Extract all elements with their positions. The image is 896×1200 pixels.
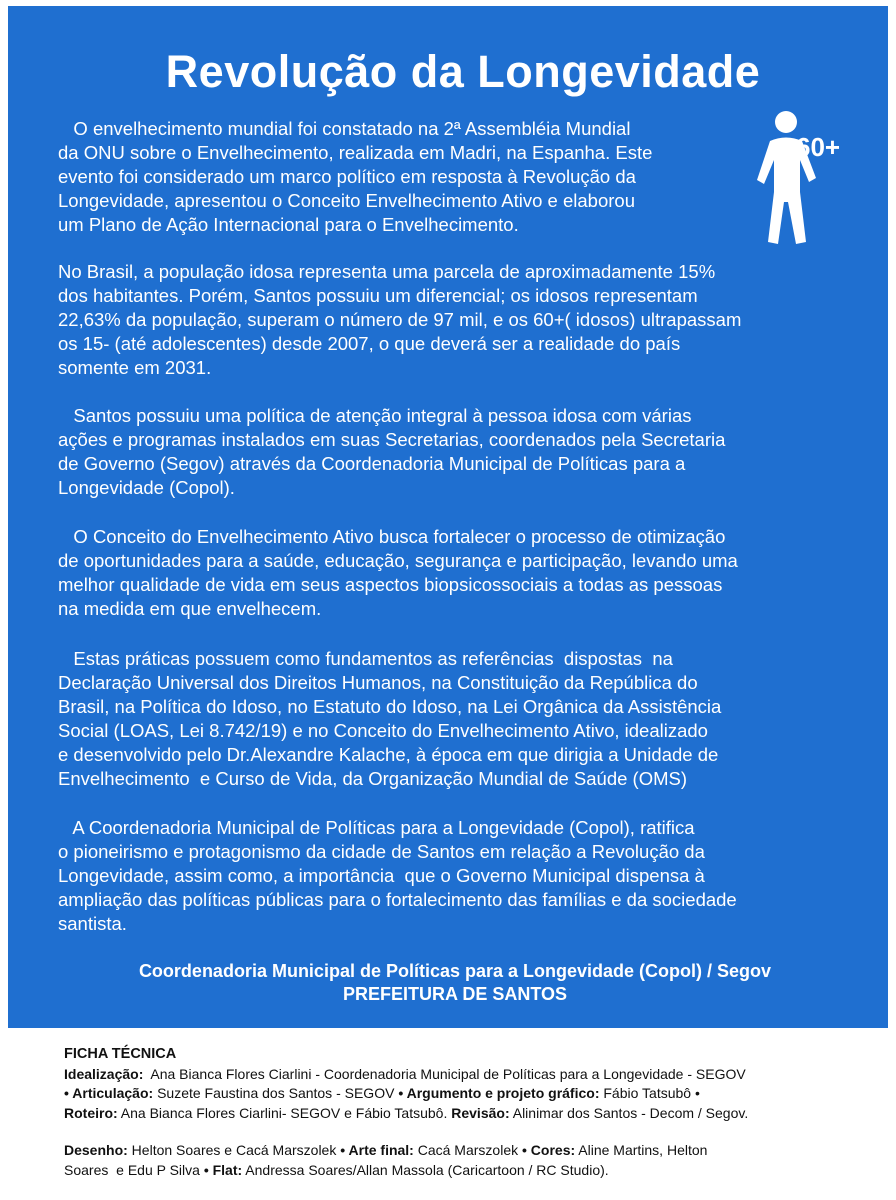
paragraph-line: de oportunidades para a saúde, educação, segurança e participação, levando uma [58,550,738,571]
ficha-label: Idealização: [64,1065,144,1082]
ficha-value: Cacá Marszolek [413,1142,522,1158]
paragraph-line: um Plano de Ação Internacional para o Envelhecimento. [58,214,519,235]
paragraph-line: A Coordenadoria Municipal de Políticas para a Longevidade (Copol), ratifica [58,817,695,838]
paragraph-line: melhor qualidade de vida em seus aspectos biopsicossociais a todas as pessoas [58,574,723,595]
ficha-row [64,1065,864,1085]
ficha-gap [64,1123,864,1141]
ficha-row [64,1084,864,1104]
paragraph-line: santista. [58,913,127,934]
ficha-label: • Flat: [203,1161,243,1178]
paragraph-line: evento foi considerado um marco político em resposta à Revolução da [58,166,636,187]
ficha-label: • Cores: [522,1142,576,1158]
paragraph-line: Longevidade (Copol). [58,477,235,498]
paragraph-line: somente em 2031. [58,357,212,378]
paragraph-2 [58,260,741,380]
paragraph-line: de Governo (Segov) através da Coordenadoria Municipal de Políticas para a [58,453,686,474]
paragraph-line: Santos possuiu uma política de atenção integral à pessoa idosa com várias [58,405,692,426]
ficha-value: Ana Bianca Flores Ciarlini - Coordenadoria Municipal de Políticas para a Longevidade - SEGOV [143,1065,746,1082]
ficha-tecnica [64,1045,864,1180]
page-title: Revolução da Longevidade [165,46,761,97]
paragraph-3 [58,404,725,500]
ficha-label: • Articulação: [64,1085,154,1101]
ficha-row [64,1161,864,1181]
paragraph-line: O Conceito do Envelhecimento Ativo busca fortalecer o processo de otimização [58,526,726,547]
paragraph-line: O envelhecimento mundial foi constatado na 2ª Assembléia Mundial [58,118,631,139]
ficha-row [64,1141,864,1161]
ficha-value: Aline Martins, Helton [575,1142,708,1158]
ficha-label: Roteiro: [64,1104,118,1121]
paragraph-line: o pioneirismo e protagonismo da cidade de Santos em relação a Revolução da [58,841,705,862]
footer-credits [0,960,896,1006]
ficha-label: • Argumento e projeto gráfico: [398,1085,600,1101]
paragraph-line: 22,63% da população, superam o número de 97 mil, e os 60+( idosos) ultrapassam [58,309,742,330]
paragraph-line: Envelhecimento e Curso de Vida, da Organização Mundial de Saúde (OMS) [58,768,688,789]
ficha-value: Soares e Edu P Silva [64,1161,204,1178]
paragraph-line: Social (LOAS, Lei 8.742/19) e no Conceito do Envelhecimento Ativo, idealizado [58,720,708,741]
paragraph-line: Longevidade, assim como, a importância que o Governo Municipal dispensa à [58,865,705,886]
ficha-value: Andressa Soares/Allan Massola (Caricartoon / RC Studio). [242,1161,609,1178]
ficha-value: Alinimar dos Santos - Decom / Segov. [509,1104,749,1121]
footer-line-1: Coordenadoria Municipal de Políticas para a Longevidade (Copol) / Segov [138,961,772,981]
paragraph-line: Brasil, na Política do Idoso, no Estatuto do Idoso, na Lei Orgânica da Assistência [58,696,722,717]
paragraph-line: Estas práticas possuem como fundamentos as referências dispostas na [58,648,673,669]
ficha-row [64,1104,864,1124]
paragraph-1 [58,117,652,237]
paragraph-line: os 15- (até adolescentes) desde 2007, o que deverá ser a realidade do país [58,333,681,354]
age-label: 60+ [796,132,841,162]
elderly-person-icon [746,106,866,251]
ficha-rows [64,1065,864,1181]
ficha-value: Helton Soares e Cacá Marszolek [127,1142,341,1158]
paragraph-line: No Brasil, a população idosa representa uma parcela de aproximadamente 15% [58,261,716,282]
ficha-heading: FICHA TÉCNICA [64,1046,177,1062]
paragraph-6 [58,816,737,936]
paragraph-line: e desenvolvido pelo Dr.Alexandre Kalache, à época em que dirigia a Unidade de [58,744,719,765]
paragraph-line: Declaração Universal dos Direitos Humanos, na Constituição da República do [58,672,698,693]
ficha-value: Ana Bianca Flores Ciarlini- SEGOV e Fábio Tatsubô. [117,1104,452,1121]
footer-line-2: PREFEITURA DE SANTOS [342,984,568,1004]
paragraph-line: ampliação das políticas públicas para o fortalecimento das famílias e da sociedade [58,889,737,910]
paragraph-line: da ONU sobre o Envelhecimento, realizada em Madri, na Espanha. Este [58,142,653,163]
paragraph-line: ações e programas instalados em suas Secretarias, coordenados pela Secretaria [58,429,726,450]
paragraph-4 [58,525,738,621]
blue-panel [8,6,888,1028]
ficha-label: Desenho: [64,1142,128,1158]
ficha-label: • Arte final: [340,1142,414,1158]
ficha-value: Fábio Tatsubô • [599,1085,700,1101]
ficha-value: Suzete Faustina dos Santos - SEGOV [153,1085,399,1101]
paragraph-line: na medida em que envelhecem. [58,598,322,619]
ficha-label: Revisão: [451,1104,510,1121]
paragraph-5 [58,647,721,791]
paragraph-line: dos habitantes. Porém, Santos possuiu um diferencial; os idosos representam [58,285,698,306]
paragraph-line: Longevidade, apresentou o Conceito Envelhecimento Ativo e elaborou [58,190,635,211]
